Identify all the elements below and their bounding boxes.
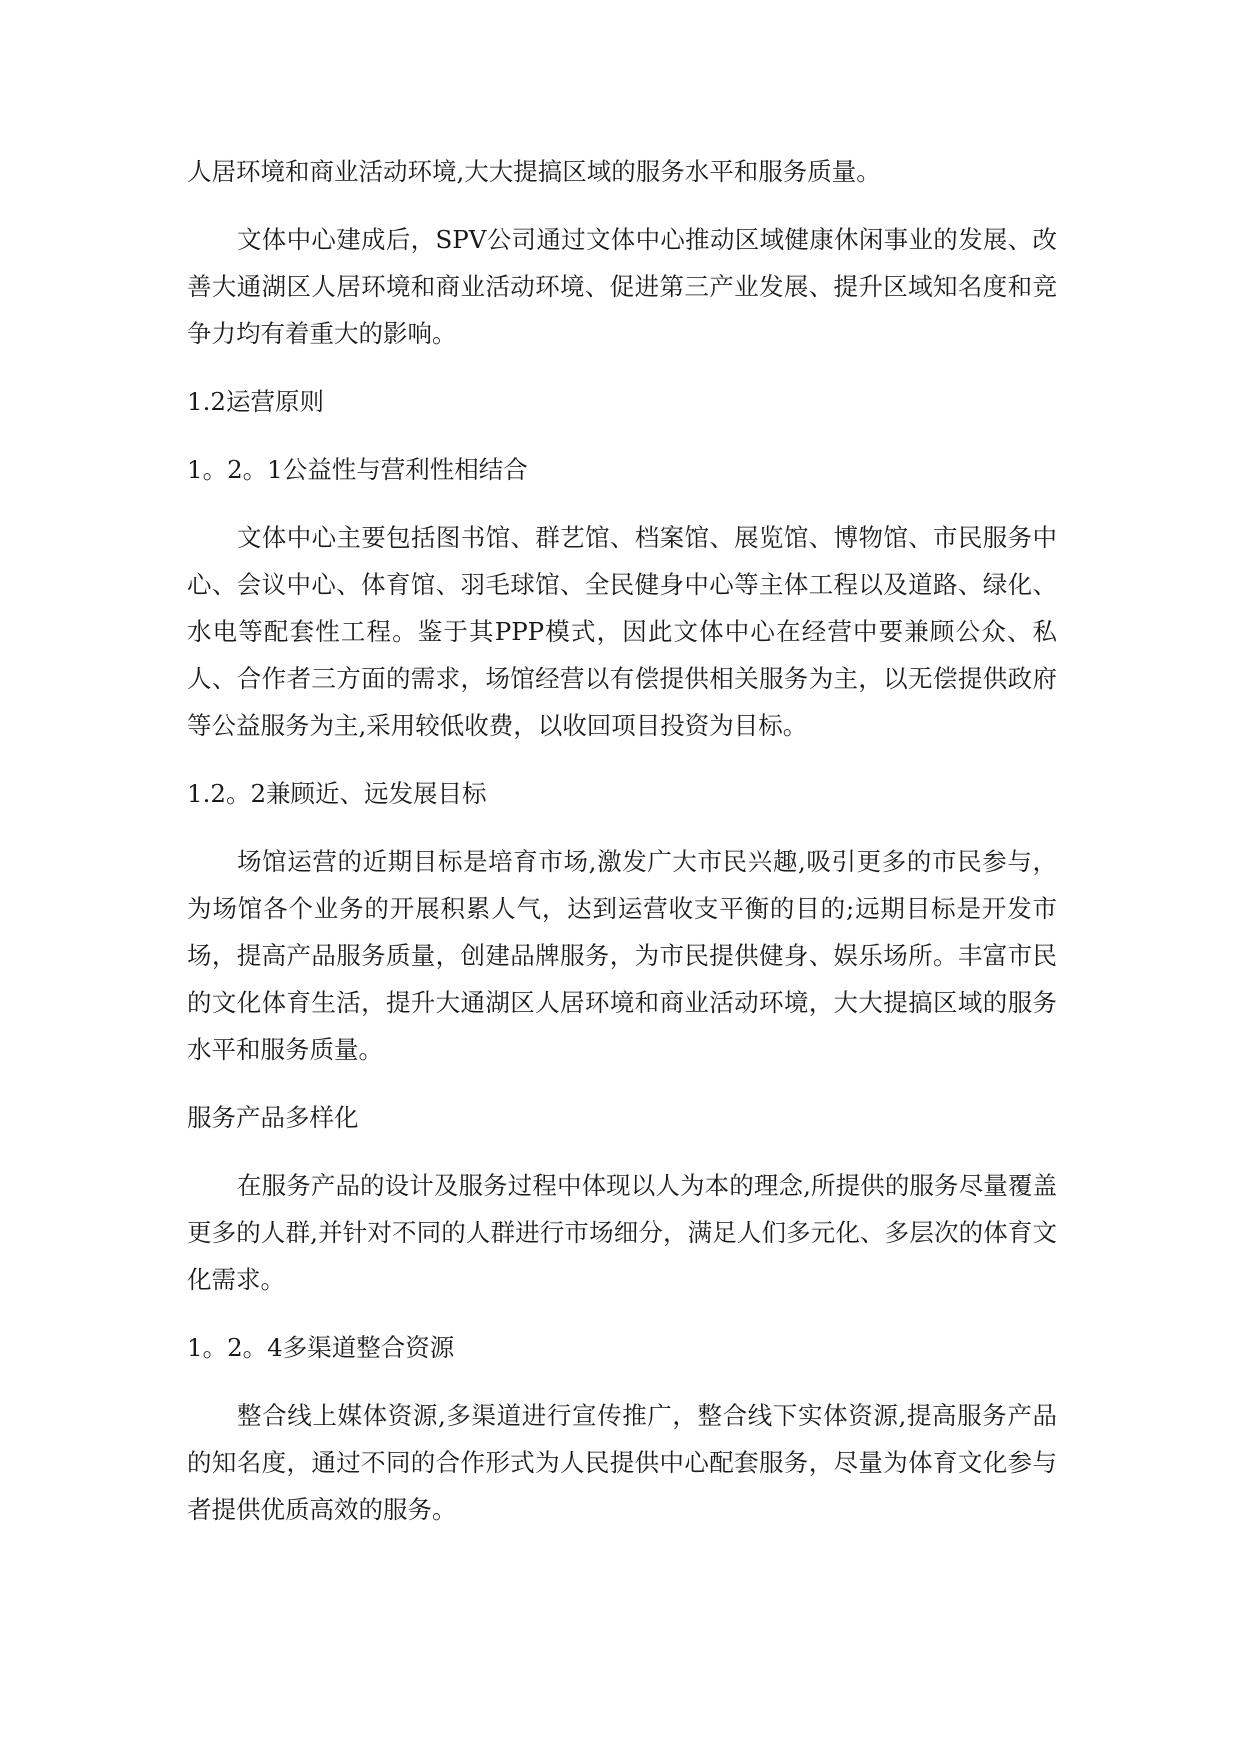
document-body	[187, 148, 1057, 1554]
subsection-heading-diversified-products: 服务产品多样化	[187, 1103, 359, 1132]
section-heading-operating-principles: 1.2运营原则	[187, 387, 324, 416]
paragraph-body: 在服务产品的设计及服务过程中体现以人为本的理念,所提供的服务尽量覆盖更多的人群,并针对不同的人群进行市场细分，满足人们多元化、多层次的体育文化需求。	[187, 1171, 1057, 1294]
paragraph-continued: 人居环境和商业活动环境,大大提搞区域的服务水平和服务质量。	[187, 157, 881, 186]
paragraph-body: 整合线上媒体资源,多渠道进行宣传推广，整合线下实体资源,提高服务产品的知名度，通过不同的合作形式为人民提供中心配套服务，尽量为体育文化参与者提供优质高效的服务。	[187, 1401, 1057, 1524]
subsection-heading-public-welfare: 1。2。1公益性与营利性相结合	[187, 455, 528, 484]
subsection-heading-development-goals: 1.2。2兼顾近、远发展目标	[187, 779, 487, 808]
paragraph-body: 场馆运营的近期目标是培育市场,激发广大市民兴趣,吸引更多的市民参与，为场馆各个业务的开展积累人气，达到运营收支平衡的目的;远期目标是开发市场，提高产品服务质量，创建品牌服务，为市民提供健身、娱乐场所。丰富市民的文化体育生活，提升大通湖区人居环境和商业活动环境，大大提搞区域的服务水平和服务质量。	[187, 847, 1057, 1064]
paragraph-body: 文体中心主要包括图书馆、群艺馆、档案馆、展览馆、博物馆、市民服务中心、会议中心、体育馆、羽毛球馆、全民健身中心等主体工程以及道路、绿化、水电等配套性工程。鉴于其PPP模式，因此文体中心在经营中要兼顾公众、私人、合作者三方面的需求，场馆经营以有偿提供相关服务为主，以无偿提供政府等公益服务为主,采用较低收费，以收回项目投资为目标。	[187, 523, 1057, 740]
paragraph-body: 文体中心建成后，SPV公司通过文体中心推动区域健康休闲事业的发展、改善大通湖区人居环境和商业活动环境、促进第三产业发展、提升区域知名度和竞争力均有着重大的影响。	[187, 225, 1057, 348]
subsection-heading-multichannel-resources: 1。2。4多渠道整合资源	[187, 1333, 455, 1362]
